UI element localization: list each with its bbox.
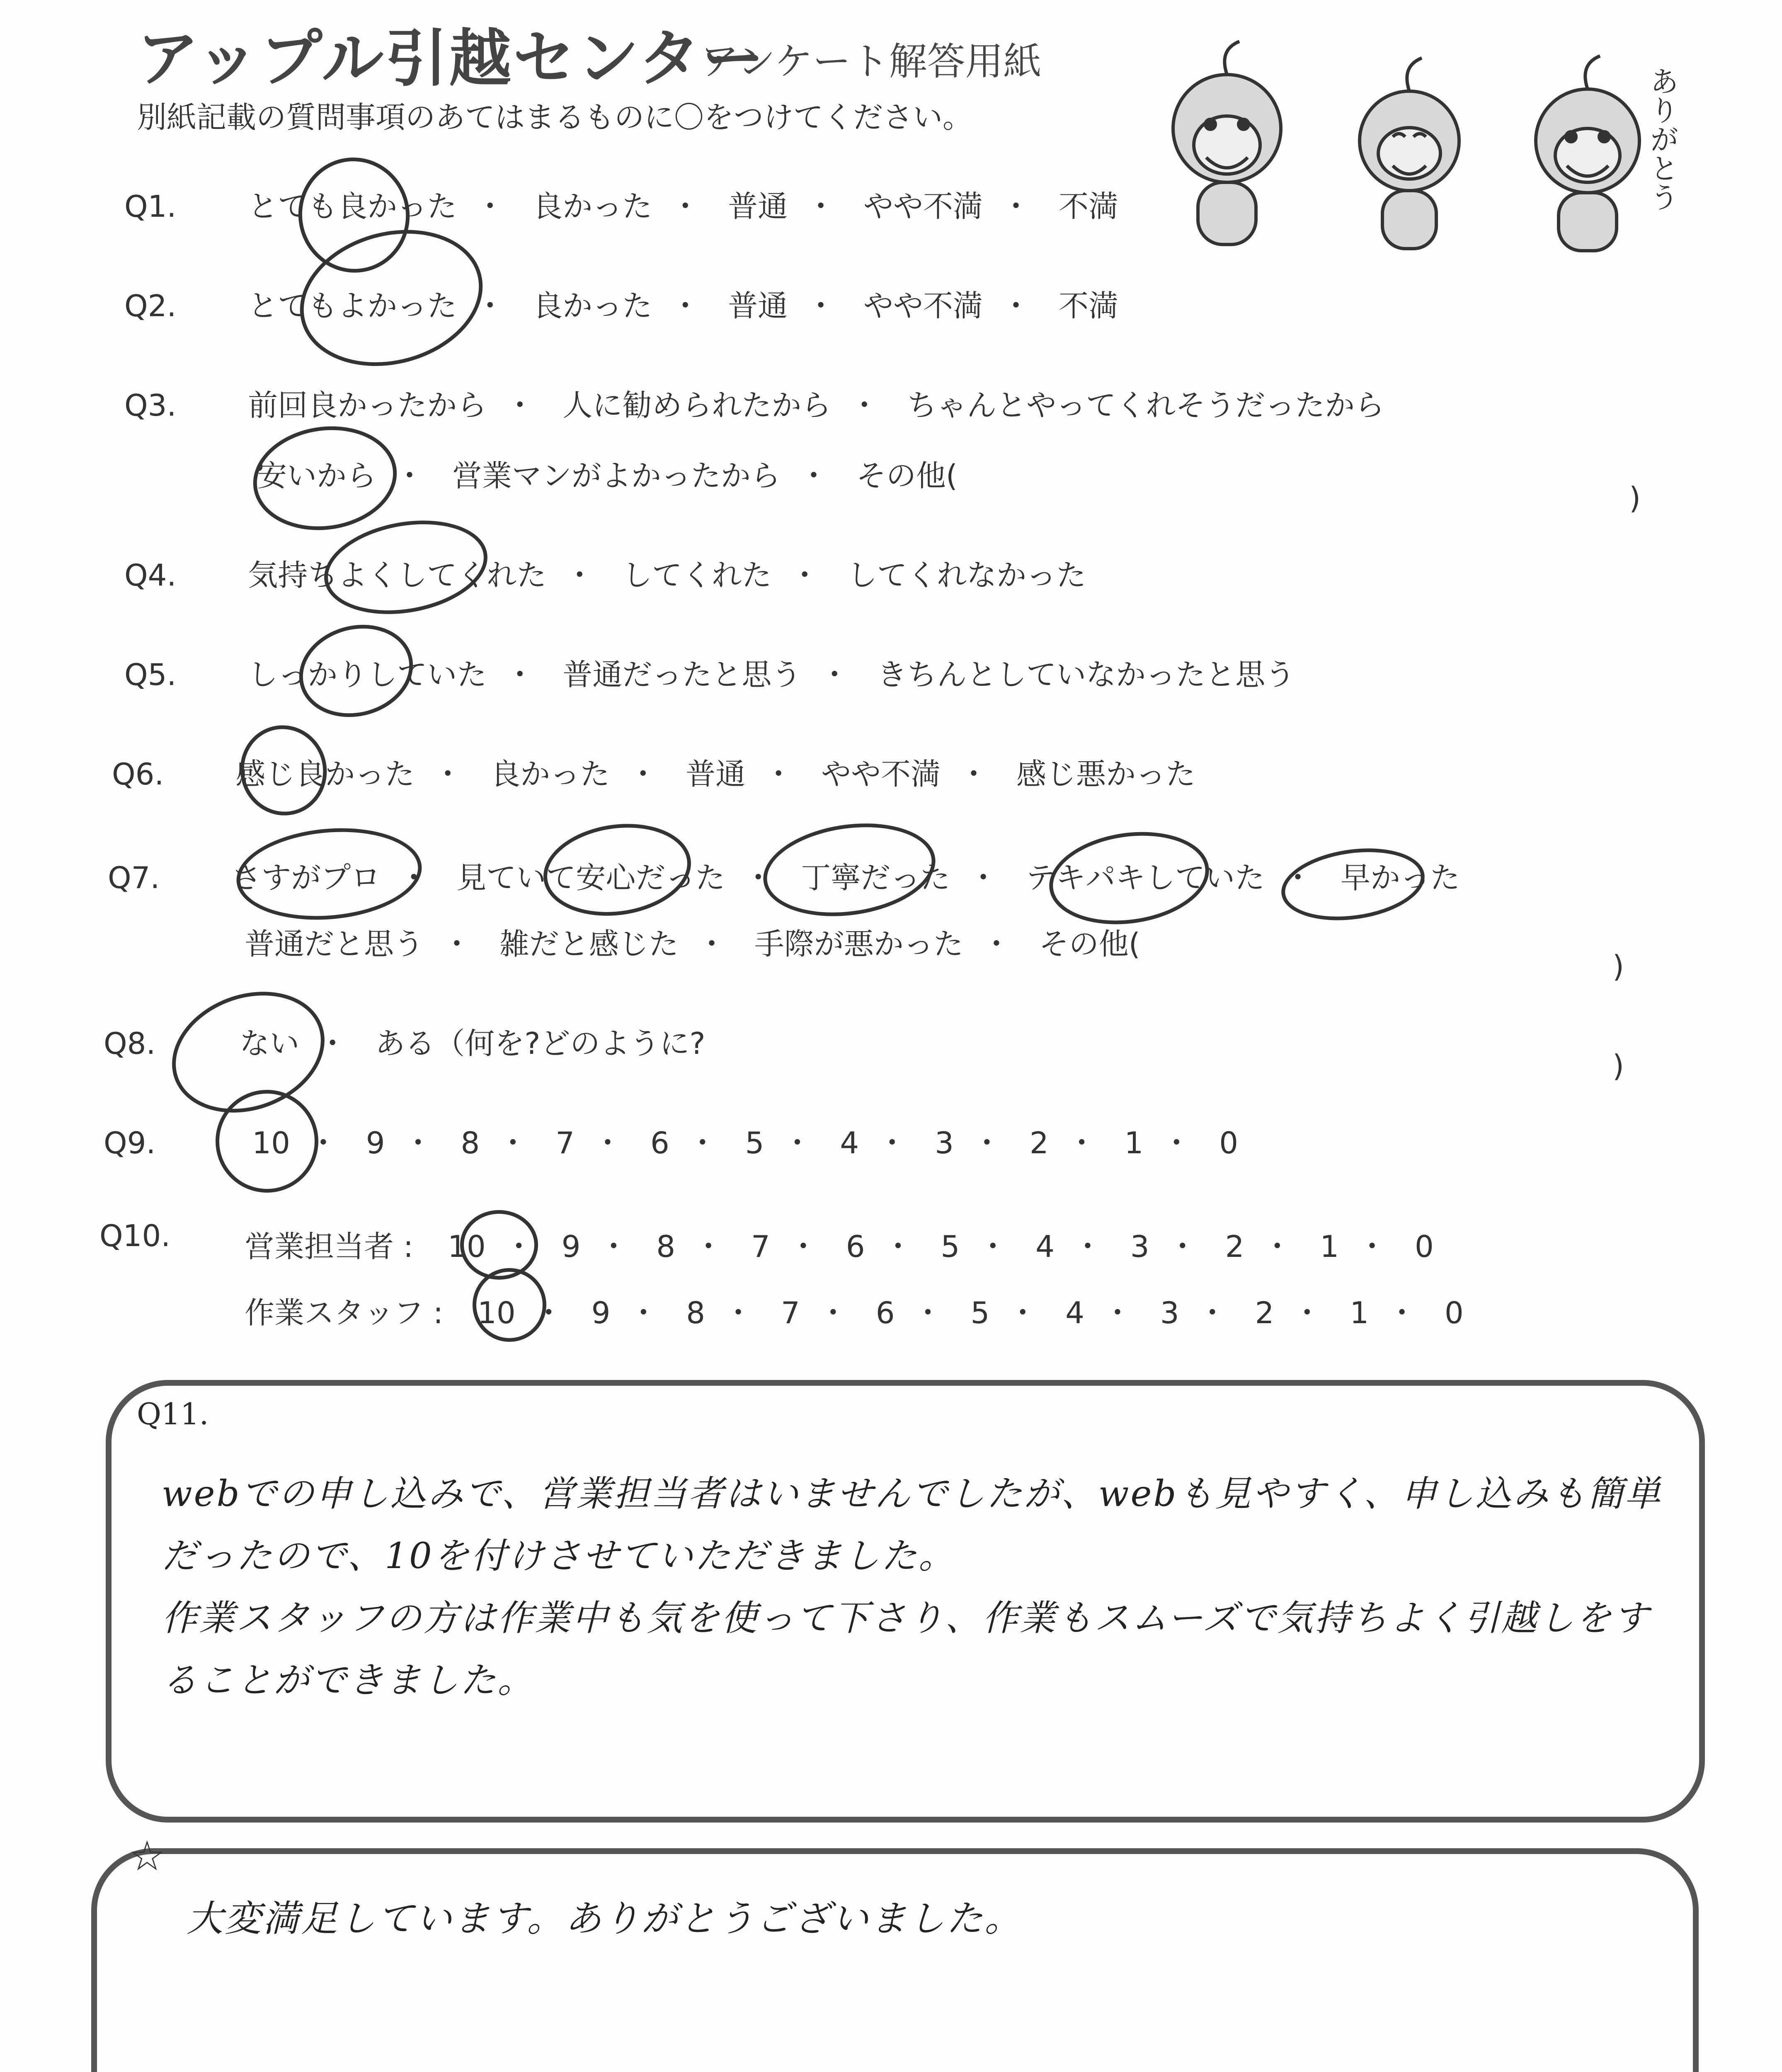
q9-val-9[interactable]: 9 xyxy=(366,1126,385,1160)
q10-sales-val-7[interactable]: 7 xyxy=(751,1229,770,1264)
q10-staff-val-7[interactable]: 7 xyxy=(781,1295,800,1330)
q1-opt-5[interactable]: 不満 xyxy=(1058,189,1118,224)
q2-opt-5[interactable]: 不満 xyxy=(1058,288,1118,323)
q5-opt-1[interactable]: しっかりしていた xyxy=(248,657,487,692)
q11-text-2: 作業スタッフの方は作業中も気を使って下さり、作業もスムーズで気持ちよく引越しをすることができました。 xyxy=(162,1598,1651,1701)
form-subtitle: アンケート解答用紙 xyxy=(701,39,1042,84)
q10-staff-circle xyxy=(473,1268,546,1342)
q10-sales-val-0[interactable]: 0 xyxy=(1415,1229,1434,1264)
q10-sales-val-8[interactable]: 8 xyxy=(656,1229,676,1264)
q6-answer-circle xyxy=(230,716,337,825)
q1-opt-4[interactable]: やや不満 xyxy=(863,189,983,224)
q4-label: Q4. xyxy=(124,558,177,593)
q3-opt-2[interactable]: 人に勧められたから xyxy=(562,388,832,423)
q1-opt-1[interactable]: とても良かった xyxy=(248,189,457,224)
q5-opt-3[interactable]: きちんとしていなかったと思う xyxy=(877,657,1295,692)
q10-staff-label: 作業スタッフ : xyxy=(245,1295,444,1330)
q6-opt-1[interactable]: 感じ良かった xyxy=(235,757,415,792)
q2-opt-4[interactable]: やや不満 xyxy=(863,288,983,323)
arigatou-text: ありがとう xyxy=(1645,66,1679,211)
q10-sales-row: 営業担当者 : 10 ・ 9 ・ 8 ・ 7 ・ 6 ・ 5 ・ 4 ・ 3 ・ 2 ・ 1 ・ 0 xyxy=(245,1229,1434,1264)
q7-opt-2[interactable]: 見ていて安心だった xyxy=(456,860,725,895)
q10-staff-val-0[interactable]: 0 xyxy=(1445,1295,1464,1330)
q7-close-paren: ) xyxy=(1612,949,1624,984)
q10-staff-val-3[interactable]: 3 xyxy=(1160,1295,1179,1330)
q7-circle-1 xyxy=(233,821,425,927)
q4-opt-3[interactable]: してくれなかった xyxy=(847,558,1086,593)
q4-opt-2[interactable]: してくれた xyxy=(622,558,772,593)
q5-answer-circle xyxy=(289,612,424,730)
q6-opt-3[interactable]: 普通 xyxy=(686,757,746,792)
q2-label: Q2. xyxy=(124,288,177,323)
q8-opt-1[interactable]: ない xyxy=(240,1026,300,1061)
q10-staff-val-8[interactable]: 8 xyxy=(686,1295,706,1330)
q3-label: Q3. xyxy=(124,388,177,423)
q10-sales-val-4[interactable]: 4 xyxy=(1035,1229,1055,1264)
q5-label: Q5. xyxy=(124,657,177,692)
q10-sales-val-5[interactable]: 5 xyxy=(941,1229,960,1264)
q3-answer-circle xyxy=(246,417,403,539)
star-icon: ☆ xyxy=(128,1832,166,1880)
q1-opt-2[interactable]: 良かった xyxy=(533,189,652,224)
q9-val-8[interactable]: 8 xyxy=(461,1126,480,1160)
q10-sales-label: 営業担当者 : xyxy=(245,1229,414,1264)
q6-label: Q6. xyxy=(112,757,164,792)
q3-opt-3[interactable]: ちゃんとやってくれそうだったから xyxy=(907,388,1385,423)
q3-opt-4[interactable]: 安いから xyxy=(257,458,377,493)
q10-staff-val-4[interactable]: 4 xyxy=(1065,1295,1084,1330)
q10-staff-row: 作業スタッフ : 10 ・ 9 ・ 8 ・ 7 ・ 6 ・ 5 ・ 4 ・ 3 ・ 2 ・ 1 ・ 0 xyxy=(245,1295,1464,1330)
q8-row: Q8. ない ・ ある（何を?どのように? xyxy=(104,1026,706,1061)
q9-label: Q9. xyxy=(104,1126,156,1160)
q5-row: Q5. しっかりしていた ・ 普通だったと思う ・ きちんとしていなかったと思う xyxy=(124,657,1295,692)
q2-opt-3[interactable]: 普通 xyxy=(728,288,788,323)
q2-opt-2[interactable]: 良かった xyxy=(533,288,652,323)
q10-staff-val-10[interactable]: 10 xyxy=(478,1295,516,1330)
q7-opt-1[interactable]: さすがプロ xyxy=(231,860,381,895)
q10-sales-val-10[interactable]: 10 xyxy=(448,1229,486,1264)
q10-staff-val-5[interactable]: 5 xyxy=(970,1295,990,1330)
form-title: アップル引越センター xyxy=(137,23,766,95)
q4-row: Q4. 気持ちよくしてくれた ・ してくれた ・ してくれなかった xyxy=(124,558,1086,593)
q7-opt-7[interactable]: 雑だと感じた xyxy=(499,927,679,961)
q7-circle-2 xyxy=(538,815,697,925)
q6-opt-4[interactable]: やや不満 xyxy=(821,757,941,792)
q7-opt-4[interactable]: テキパキしていた xyxy=(1026,860,1265,895)
free-comment-text: 大変満足しています。ありがとうございました。 xyxy=(187,1897,1023,1940)
q7-label: Q7. xyxy=(108,860,160,895)
q7-circle-4 xyxy=(1043,822,1215,934)
q7-circle-3 xyxy=(757,813,941,927)
q6-opt-5[interactable]: 感じ悪かった xyxy=(1016,757,1195,792)
q2-opt-1[interactable]: とてもよかった xyxy=(248,288,457,323)
instruction-text: 別紙記載の質問事項のあてはまるものに〇をつけてください。 xyxy=(137,100,973,135)
q10-label: Q10. xyxy=(99,1218,171,1253)
q10-sales-val-1[interactable]: 1 xyxy=(1320,1229,1339,1264)
q9-val-5[interactable]: 5 xyxy=(745,1126,764,1160)
q7-opt-9[interactable]: その他( xyxy=(1039,927,1140,961)
q9-val-2[interactable]: 2 xyxy=(1029,1126,1049,1160)
q7-line1: Q7. さすがプロ ・ 見ていて安心だった ・ 丁寧だった ・ テキパキしていた ・ 早かった xyxy=(108,860,1460,895)
q9-val-1[interactable]: 1 xyxy=(1124,1126,1144,1160)
q1-label: Q1. xyxy=(124,189,177,224)
q10-sales-val-3[interactable]: 3 xyxy=(1130,1229,1149,1264)
free-comment-box xyxy=(91,1848,1699,2072)
q9-val-6[interactable]: 6 xyxy=(650,1126,669,1160)
q9-val-7[interactable]: 7 xyxy=(555,1126,575,1160)
q7-circle-5 xyxy=(1277,840,1429,929)
q9-val-4[interactable]: 4 xyxy=(840,1126,859,1160)
q10-staff-val-2[interactable]: 2 xyxy=(1255,1295,1274,1330)
q10-staff-val-6[interactable]: 6 xyxy=(875,1295,895,1330)
q5-opt-2[interactable]: 普通だったと思う xyxy=(562,657,802,692)
q11-label: Q11. xyxy=(137,1397,209,1431)
q9-answer-circle xyxy=(216,1090,318,1193)
q9-val-0[interactable]: 0 xyxy=(1219,1126,1239,1160)
q10-sales-val-2[interactable]: 2 xyxy=(1225,1229,1244,1264)
q3-opt-1[interactable]: 前回良かったから xyxy=(248,388,487,423)
q8-opt-2[interactable]: ある（何を?どのように? xyxy=(375,1026,706,1061)
q10-sales-val-6[interactable]: 6 xyxy=(846,1229,865,1264)
q7-opt-3[interactable]: 丁寧だった xyxy=(801,860,950,895)
q3-line2: 安いから ・ 営業マンがよかったから ・ その他( xyxy=(257,458,958,493)
q2-row: Q2. とてもよかった ・ 良かった ・ 普通 ・ やや不満 ・ 不満 xyxy=(124,288,1118,323)
q1-opt-3[interactable]: 普通 xyxy=(728,189,788,224)
q6-opt-2[interactable]: 良かった xyxy=(490,757,610,792)
q10-staff-val-9[interactable]: 9 xyxy=(591,1295,611,1330)
q8-close-paren: ) xyxy=(1612,1048,1624,1083)
q8-label: Q8. xyxy=(104,1026,156,1061)
mascot-illustration xyxy=(1152,25,1700,257)
q3-line1: Q3. 前回良かったから ・ 人に勧められたから ・ ちゃんとやってくれそうだったから xyxy=(124,388,1385,423)
q7-line2: 普通だと思う ・ 雑だと感じた ・ 手際が悪かった ・ その他( xyxy=(245,927,1140,961)
q3-opt-6[interactable]: その他( xyxy=(856,458,958,493)
q7-opt-8[interactable]: 手際が悪かった xyxy=(754,927,963,961)
q7-opt-6[interactable]: 普通だと思う xyxy=(245,927,424,961)
q9-val-3[interactable]: 3 xyxy=(935,1126,954,1160)
q1-row: Q1. とても良かった ・ 良かった ・ 普通 ・ やや不満 ・ 不満 xyxy=(124,189,1118,224)
q10-sales-val-9[interactable]: 9 xyxy=(561,1229,581,1264)
q3-close-paren: ) xyxy=(1629,481,1641,516)
q4-opt-1[interactable]: 気持ちよくしてくれた xyxy=(248,558,547,593)
q9-row: Q9. 10 ・ 9 ・ 8 ・ 7 ・ 6 ・ 5 ・ 4 ・ 3 ・ 2 ・ 1 ・ 0 xyxy=(104,1126,1239,1160)
q3-opt-5[interactable]: 営業マンがよかったから xyxy=(452,458,781,493)
q9-val-10[interactable]: 10 xyxy=(252,1126,290,1160)
q10-staff-val-1[interactable]: 1 xyxy=(1350,1295,1369,1330)
q6-row: Q6. 感じ良かった ・ 良かった ・ 普通 ・ やや不満 ・ 感じ悪かった xyxy=(112,757,1195,792)
q7-opt-5[interactable]: 早かった xyxy=(1340,860,1460,895)
q11-text-1: webでの申し込みで、営業担当者はいませんでしたが、webも見やすく、申し込みも簡単だったので、10を付けさせていただきました。 xyxy=(162,1473,1662,1577)
